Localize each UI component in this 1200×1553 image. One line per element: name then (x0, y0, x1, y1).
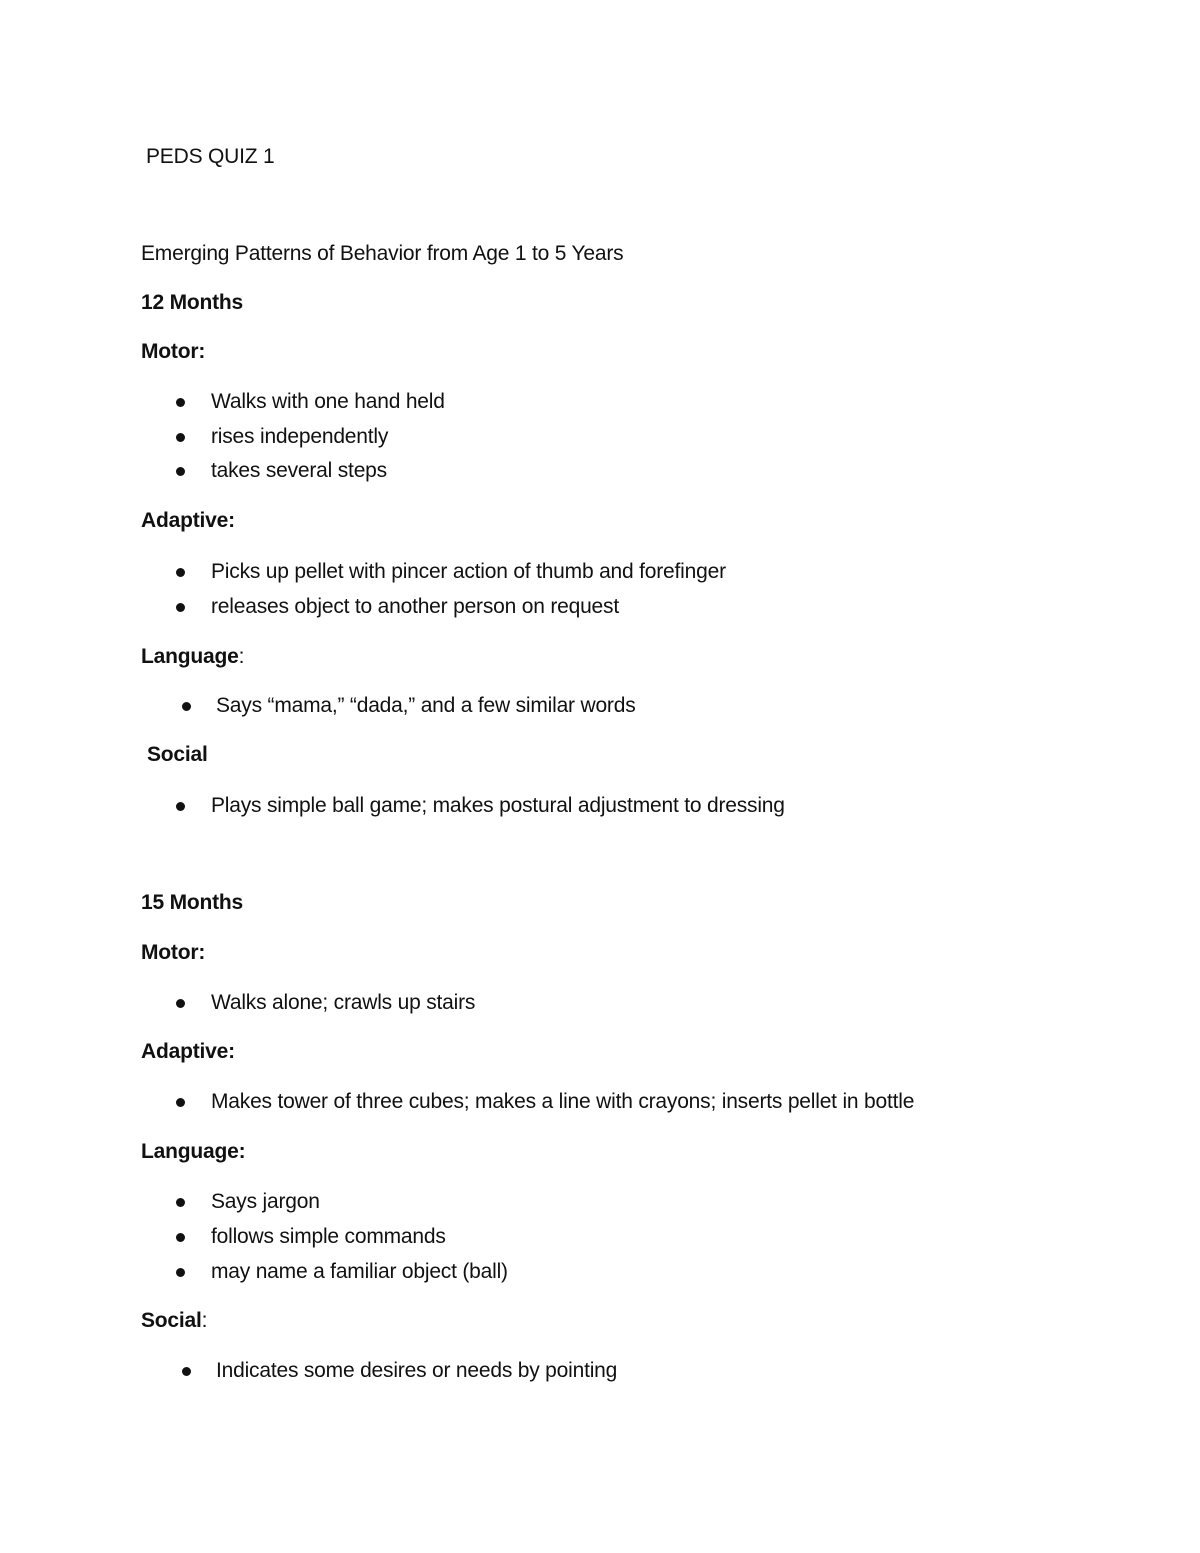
list-item-text: releases object to another person on request (211, 595, 619, 618)
list-item-text: Makes tower of three cubes; makes a line with crayons; inserts pellet in bottle (211, 1090, 915, 1113)
bullet-icon (176, 1198, 185, 1207)
s15-social-label (141, 1308, 207, 1334)
s15-motor-label: Motor: (141, 941, 206, 964)
list-item-text: Says jargon (211, 1190, 320, 1213)
bullet-icon (176, 999, 185, 1008)
bullet-icon (176, 467, 185, 476)
s12-adaptive-label: Adaptive: (141, 509, 235, 532)
list-item-text: Indicates some desires or needs by pointing (216, 1359, 618, 1382)
s15-social-colon: : (201, 1309, 208, 1332)
s12-motor-label: Motor: (141, 340, 206, 363)
bullet-icon (176, 568, 185, 577)
s15-adaptive-label: Adaptive: (141, 1040, 235, 1063)
list-item-text: follows simple commands (211, 1225, 446, 1248)
s12-language-label-text: Language (141, 645, 239, 668)
bullet-icon (176, 398, 185, 407)
list-item-text: takes several steps (211, 459, 387, 482)
s12-language-colon: : (238, 645, 245, 668)
list-item-text: Walks alone; crawls up stairs (211, 991, 476, 1014)
section-15-months-heading: 15 Months (141, 891, 244, 914)
document-title: PEDS QUIZ 1 (146, 145, 275, 168)
bullet-icon (176, 603, 185, 612)
bullet-icon (176, 1098, 185, 1107)
s15-social-label-text: Social (141, 1309, 202, 1332)
bullet-icon (176, 1268, 185, 1277)
bullet-icon (182, 702, 191, 711)
list-item-text: Plays simple ball game; makes postural adjustment to dressing (211, 794, 785, 817)
section-12-months-heading: 12 Months (141, 291, 244, 314)
list-item-text: Walks with one hand held (211, 390, 445, 413)
bullet-icon (176, 802, 185, 811)
bullet-icon (182, 1367, 191, 1376)
list-item-text: may name a familiar object (ball) (211, 1260, 508, 1283)
list-item-text: Says “mama,” “dada,” and a few similar words (216, 694, 636, 717)
bullet-icon (176, 433, 185, 442)
list-item-text: Picks up pellet with pincer action of thumb and forefinger (211, 560, 726, 583)
list-item-text: rises independently (211, 425, 389, 448)
document-subtitle: Emerging Patterns of Behavior from Age 1 to 5 Years (141, 242, 624, 265)
bullet-icon (176, 1233, 185, 1242)
s15-language-label: Language: (141, 1140, 246, 1163)
s12-language-label (141, 644, 244, 670)
s12-social-label: Social (147, 743, 208, 766)
